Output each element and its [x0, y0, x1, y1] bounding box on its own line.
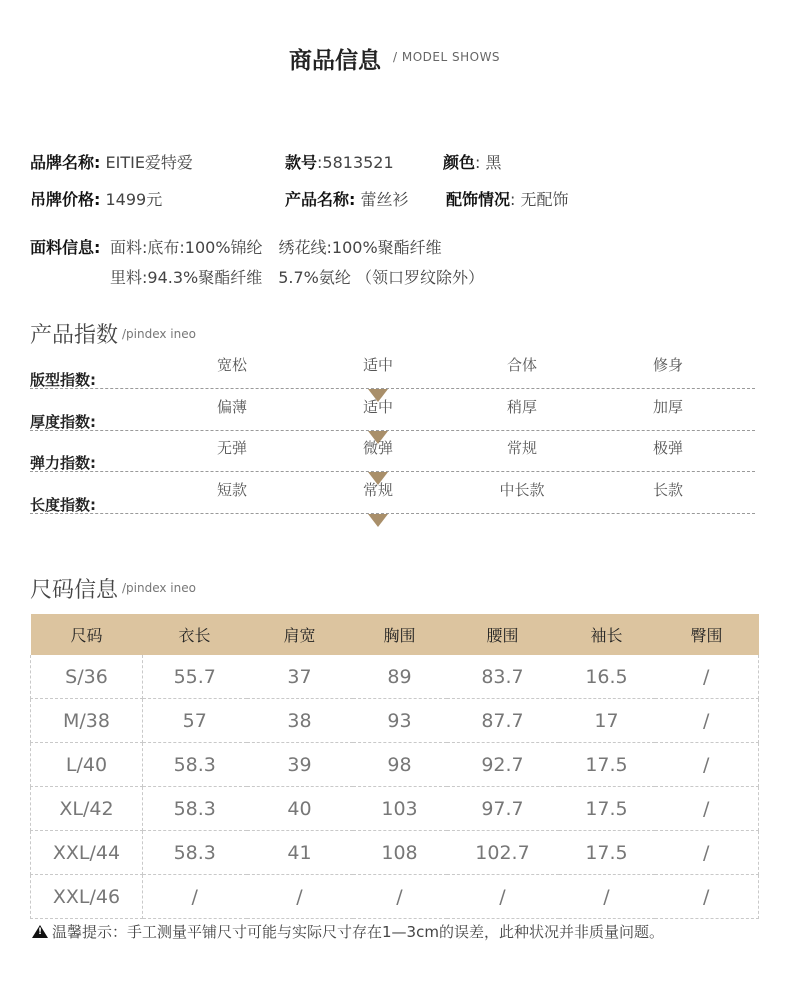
size-table-cell: M/38 — [31, 699, 143, 743]
index-option: 极弹 — [652, 439, 684, 457]
index-row-label: 长度指数: — [30, 496, 96, 514]
size-table-cell: 38 — [247, 699, 353, 743]
accessory-info — [446, 187, 569, 210]
size-table-cell: 17 — [559, 699, 655, 743]
style-no-label: 款号 — [285, 153, 318, 172]
index-row — [30, 483, 755, 514]
size-table-cell: 108 — [353, 831, 447, 875]
size-table-cell: / — [353, 875, 447, 919]
index-option: 加厚 — [652, 398, 684, 416]
size-table-cell: / — [655, 655, 759, 699]
page-subtitle: / MODEL SHOWS — [393, 50, 501, 64]
tag-price-value: 1499元 — [100, 190, 163, 209]
index-option: 无弹 — [216, 439, 248, 457]
index-option: 常规 — [362, 481, 394, 499]
size-table-cell: / — [447, 875, 559, 919]
size-table-row — [31, 831, 759, 875]
size-table-cell: / — [655, 743, 759, 787]
product-name-info — [285, 187, 409, 210]
index-row — [30, 358, 755, 389]
index-selected-marker — [368, 514, 388, 527]
index-option: 宽松 — [216, 356, 248, 374]
size-table-row — [31, 699, 759, 743]
size-table-cell: 97.7 — [447, 787, 559, 831]
size-table-cell: 93 — [353, 699, 447, 743]
size-table-cell: / — [143, 875, 247, 919]
color-info — [443, 150, 502, 173]
size-table — [30, 614, 759, 919]
fabric-label: 面料信息: — [30, 238, 101, 257]
index-option: 中长款 — [499, 481, 545, 499]
size-table-row — [31, 743, 759, 787]
product-index-subtitle: /pindex ineo — [122, 327, 196, 341]
product-name-value: 蕾丝衫 — [355, 190, 409, 209]
size-table-cell: / — [247, 875, 353, 919]
size-table-cell: 37 — [247, 655, 353, 699]
size-table-cell: 58.3 — [143, 831, 247, 875]
size-table-cell: 55.7 — [143, 655, 247, 699]
size-table-cell: 89 — [353, 655, 447, 699]
brand-value: EITIE爱特爱 — [100, 153, 193, 172]
index-row-label: 版型指数: — [30, 371, 96, 389]
size-note — [32, 921, 664, 942]
page-title: 商品信息 — [289, 48, 381, 74]
size-table-header-cell: 胸围 — [353, 614, 447, 655]
size-table-header — [31, 614, 759, 655]
warning-icon — [32, 925, 48, 938]
size-table-cell: 92.7 — [447, 743, 559, 787]
size-table-body — [31, 655, 759, 919]
index-row-label: 厚度指数: — [30, 413, 96, 431]
size-table-cell: 83.7 — [447, 655, 559, 699]
color-value: : 黑 — [475, 153, 502, 172]
index-option: 短款 — [216, 481, 248, 499]
index-option: 常规 — [506, 439, 538, 457]
size-table-cell: / — [655, 875, 759, 919]
size-table-row — [31, 787, 759, 831]
size-table-cell: / — [655, 831, 759, 875]
size-table-cell: 39 — [247, 743, 353, 787]
size-table-cell: 58.3 — [143, 787, 247, 831]
index-option: 长款 — [652, 481, 684, 499]
size-table-cell: 98 — [353, 743, 447, 787]
size-table-cell: 17.5 — [559, 787, 655, 831]
size-table-cell: XL/42 — [31, 787, 143, 831]
size-table-cell: 57 — [143, 699, 247, 743]
size-table-cell: 87.7 — [447, 699, 559, 743]
index-row — [30, 400, 755, 431]
size-table-header-cell: 尺码 — [31, 614, 143, 655]
size-table-cell: 58.3 — [143, 743, 247, 787]
index-row-label: 弹力指数: — [30, 454, 96, 472]
index-option: 偏薄 — [216, 398, 248, 416]
index-row — [30, 441, 755, 472]
size-table-header-cell: 衣长 — [143, 614, 247, 655]
index-option: 适中 — [362, 356, 394, 374]
accessory-label: 配饰情况 — [446, 190, 511, 209]
index-option: 微弹 — [362, 439, 394, 457]
index-option: 适中 — [362, 398, 394, 416]
size-table-cell: L/40 — [31, 743, 143, 787]
size-table-cell: / — [559, 875, 655, 919]
size-table-header-cell: 臀围 — [655, 614, 759, 655]
size-table-header-cell: 袖长 — [559, 614, 655, 655]
size-table-cell: 103 — [353, 787, 447, 831]
accessory-value: : 无配饰 — [510, 190, 569, 209]
size-table-cell: 102.7 — [447, 831, 559, 875]
product-index-title: 产品指数 — [30, 323, 119, 348]
size-table-row — [31, 655, 759, 699]
size-table-cell: 17.5 — [559, 743, 655, 787]
index-option: 稍厚 — [506, 398, 538, 416]
style-no-info — [285, 150, 394, 173]
size-table-header-cell: 腰围 — [447, 614, 559, 655]
size-info-title: 尺码信息 — [30, 578, 119, 603]
size-table-row — [31, 875, 759, 919]
index-option: 合体 — [506, 356, 538, 374]
size-table-cell: / — [655, 787, 759, 831]
size-note-text: 温馨提示：手工测量平铺尺寸可能与实际尺寸存在1—3cm的误差，此种状况并非质量问题。 — [52, 923, 664, 941]
size-info-subtitle: /pindex ineo — [122, 581, 196, 595]
size-table-cell: 17.5 — [559, 831, 655, 875]
product-name-label: 产品名称: — [285, 190, 356, 209]
style-no-value: :5813521 — [317, 153, 394, 172]
size-table-cell: XXL/46 — [31, 875, 143, 919]
tag-price-label: 吊牌价格: — [30, 190, 101, 209]
fabric-line-2: 里料:94.3%聚酯纤维 5.7%氨纶 （领口罗纹除外） — [110, 268, 484, 287]
brand-label: 品牌名称: — [30, 153, 101, 172]
size-table-header-cell: 肩宽 — [247, 614, 353, 655]
size-table-cell: 41 — [247, 831, 353, 875]
tag-price-info — [30, 187, 162, 210]
size-table-cell: 16.5 — [559, 655, 655, 699]
color-label: 颜色 — [443, 153, 476, 172]
size-table-cell: 40 — [247, 787, 353, 831]
brand-info — [30, 150, 193, 173]
fabric-info — [30, 235, 100, 258]
size-table-cell: XXL/44 — [31, 831, 143, 875]
fabric-line-1: 面料:底布:100%锦纶 绣花线:100%聚酯纤维 — [110, 238, 442, 257]
size-table-cell: S/36 — [31, 655, 143, 699]
size-table-cell: / — [655, 699, 759, 743]
index-option: 修身 — [652, 356, 684, 374]
